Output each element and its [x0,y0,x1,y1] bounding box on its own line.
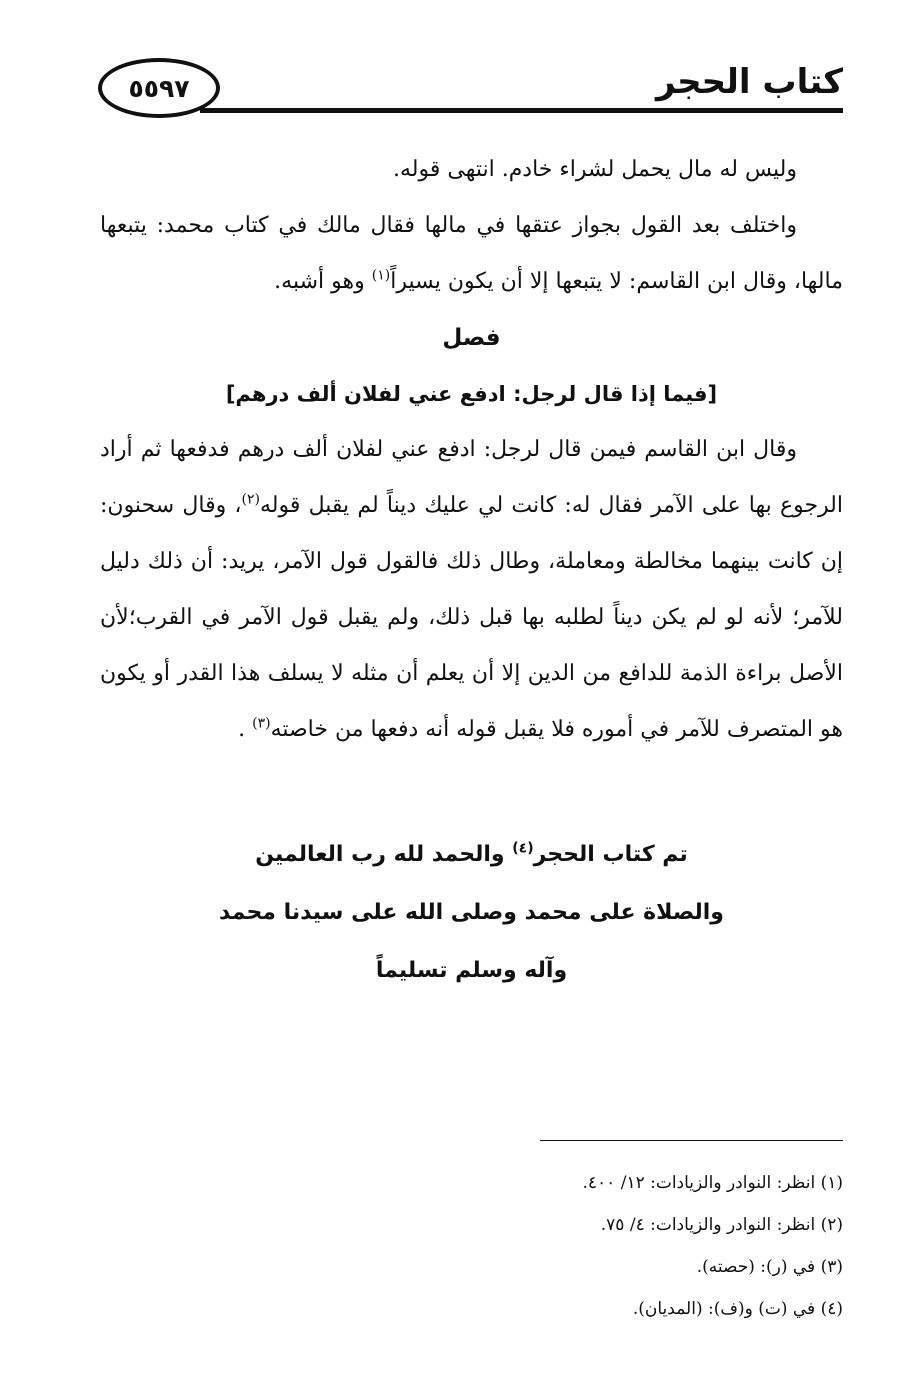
footnote-ref-4[interactable]: (٤) [512,840,534,857]
page-number-oval [98,58,220,118]
running-title: كتاب الحجر [656,62,843,102]
closing-line-1-a: تم كتاب الحجر [533,842,688,867]
header-rule [200,108,843,113]
footnote-1: (١) انظر: النوادر والزيادات: ١٢/ ٤٠٠. [582,1173,843,1193]
paragraph-3 [100,422,843,758]
paragraph-3-continued: ، وقال سحنون: إن كانت بينهما مخالطة ومعاملة، وطال ذلك فالقول قول الآمر، يريد: أن ذلك دليل للآمر؛ لأنه لو لم يكن ديناً لطلبه بها قبل ذلك، ولم يقبل قول الآمر في القرب؛لأن الأصل براءة الذمة للدافع من الدين إلا أن يعلم أن مثله لا يسلف هذا القدر أو يكون هو المتصرف للآمر في أموره فلا يقبل قوله أنه دفعها من خاصته [100,493,843,742]
footnote-4: (٤) في (ت) و(ف): (المديان). [632,1299,843,1319]
footnote-separator [540,1140,843,1141]
paragraph-2 [100,198,843,310]
footnote-ref-2[interactable]: (٢) [241,491,260,508]
closing-colophon [100,826,843,1000]
paragraph-2-end: وهو أشبه. [274,269,372,294]
closing-line-3: وآله وسلم تسليماً [375,958,568,983]
page-number: ٥٥٩٧ [128,73,190,103]
footnote-3: (٣) في (ر): (حصته). [696,1257,843,1277]
closing-line-2: والصلاة على محمد وصلى الله على سيدنا محمد [218,900,724,925]
section-heading: فصل [442,325,501,351]
footnote-ref-1[interactable]: (١) [371,267,391,284]
footnote-ref-3[interactable]: (٣) [252,715,271,732]
footnote-2: (٢) انظر: النوادر والزيادات: ٤/ ٧٥. [600,1215,843,1235]
subheading: [فيما إذا قال لرجل: ادفع عني لفلان ألف درهم] [225,382,718,406]
paragraph-2-text: واختلف بعد القول بجواز عتقها في مالها فقال مالك في كتاب محمد: يتبعها مالها، وقال ابن القاسم: لا يتبعها إلا أن يكون يسيراً [100,213,843,294]
paragraph-3-end: . [238,717,253,742]
footnotes [343,1162,843,1330]
closing-line-1-b: والحمد لله رب العالمين [255,842,513,867]
paragraph-1: وليس له مال يحمل لشراء خادم. انتهى قوله. [392,157,797,182]
paragraph-3-text: وقال ابن القاسم فيمن قال لرجل: ادفع عني لفلان ألف درهم فدفعها ثم أراد الرجوع بها على الآمر فقال له: كانت لي عليك ديناً لم يقبل قوله [100,437,843,518]
closing-line-1 [100,826,843,884]
main-text [100,142,843,758]
